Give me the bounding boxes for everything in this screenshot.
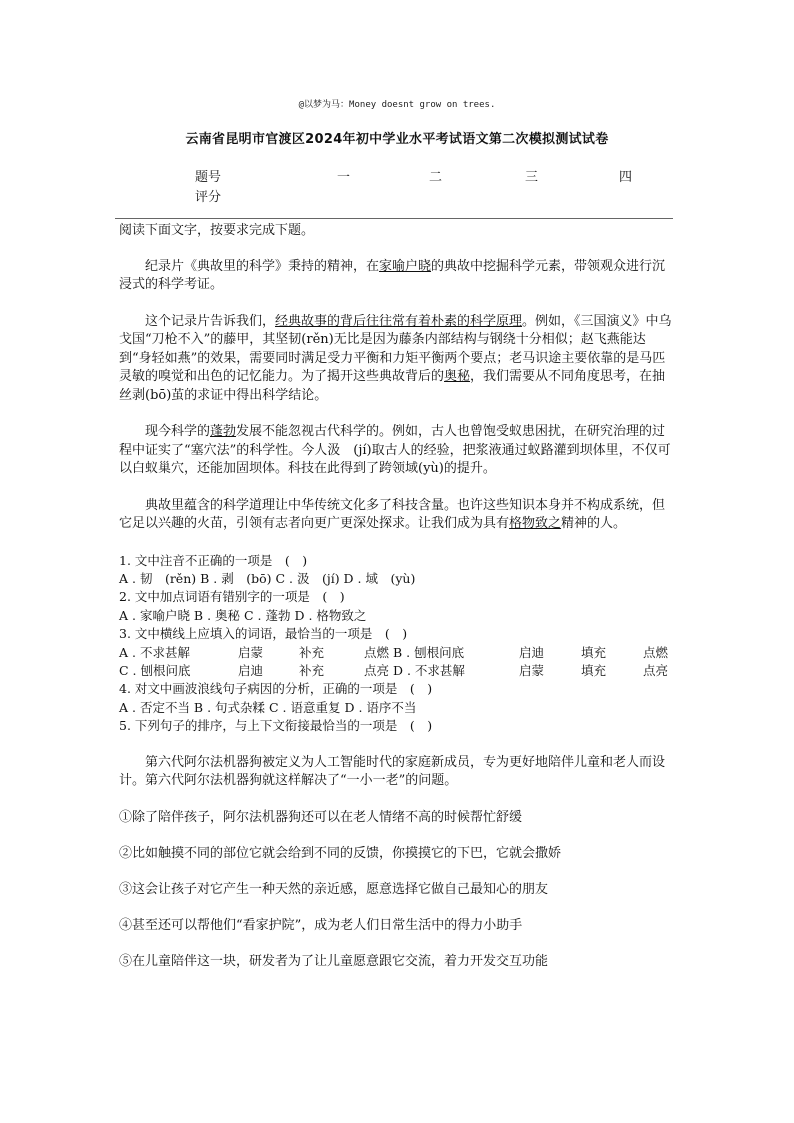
question-4: 4. 对文中画波浪线句子病因的分析，正确的一项是 ( ) [119, 681, 433, 697]
score-header-row [195, 166, 655, 186]
sentence-5: ⑤在儿童陪伴这一块，研发者为了让儿童愿意跟它交流，着力开发交互功能 [119, 953, 549, 969]
passage2-intro: 第六代阿尔法机器狗被定义为人工智能时代的家庭新成员，专为更好地陪伴儿童和老人而设计。第六代阿尔法机器狗就这样解决了“一小一老”的问题。 [119, 754, 666, 789]
passage1-paragraph-1: 纪录片《典故里的科学》秉持的精神，在家喻户晓的典故中挖掘科学元素，带领观众进行沉浸式的科学考证。 [119, 258, 666, 292]
passage1-paragraph-4: 典故里蕴含的科学道理让中华传统文化多了科技含量。也许这些知识本身并不构成系统，但它足以兴趣的火苗，引领有志者向更广更深处探求。让我们成为具有格物致之精神的人。 [119, 497, 666, 531]
question-3-options-row-2: C . 刨根问底 启迪 补充 点亮 D . 不求甚解 启蒙 填充 点亮 [119, 662, 669, 678]
marked-word: 格物致之 [509, 516, 562, 531]
marked-word: 奥秘 [444, 369, 471, 384]
divider [115, 218, 673, 219]
motto-line: @以梦为马：Money doesnt grow on trees. [298, 100, 496, 110]
wavy-underlined-sentence: 经典故事的背后往往常有着朴素的科学原理 [275, 313, 523, 329]
question-3: 3. 文中横线上应填入的词语，最恰当的一项是 ( ) [119, 626, 408, 642]
sentence-4: ④甚至还可以帮他们“看家护院”，成为老人们日常生活中的得力小助手 [119, 917, 523, 933]
score-label-score: 评分 [195, 190, 222, 205]
exam-content [119, 222, 675, 971]
question-3-options-row-1: A . 不求甚解 启蒙 补充 点燃 B . 刨根问底 启迪 填充 点燃 [119, 644, 669, 660]
marked-word: 蓬勃 [210, 424, 237, 439]
question-2-options: A . 家喻户晓 B . 奥秘 C . 蓬勃 D . 格物致之 [119, 607, 367, 623]
question-5: 5. 下列句子的排序，与上下文衔接最恰当的一项是 ( ) [119, 718, 433, 734]
sentence-2: ②比如触摸不同的部位它就会给到不同的反馈，你摸摸它的下巴，它就会撒娇 [119, 845, 562, 861]
question-2: 2. 文中加点词语有错别字的一项是 ( ) [119, 589, 345, 605]
score-col-2: 二 [429, 170, 443, 185]
passage1-paragraph-2: 这个记录片告诉我们，经典故事的背后往往常有着朴素的科学原理。例如，《三国演义》中乌戈国“刀枪不入”的藤甲，其坚韧(rěn)无比是因为藤条内部结构与钢绕十分相似；赵飞燕能达到“身轻如燕”的效果，需要同时满足受力平衡和力矩平衡两个要点；老马识途主要依靠的是马匹灵敏的嗅觉和出色的记忆能力。为了揭开这些典故背后的奥秘，我们需要从不同角度思考，在抽丝剥(bō)茧的求证中得出科学结论。 [119, 313, 672, 403]
score-col-3: 三 [525, 170, 539, 185]
marked-word: 家喻户晓 [379, 258, 432, 274]
question-1-options: A . 韧 (rěn) B . 剥 (bō) C . 汲 (jí) D . 域 (yù) [119, 570, 416, 586]
passage1-paragraph-3: 现今科学的蓬勃发展不能忽视古代科学的。例如，古人也曾饱受蚁患困扰，在研究治理的过程中证实了“塞穴法”的科学性。今人汲 (jí)取古人的经验，把浆液通过蚁路灌到坝体里，不仅可以白蚁巢穴，还能加固坝体。科技在此得到了跨领域(yù)的提升。 [119, 424, 671, 476]
score-label-question: 题号 [195, 170, 222, 185]
exam-title: 云南省昆明市官渡区2024年初中学业水平考试语文第二次模拟测试试卷 [185, 132, 609, 147]
instruction: 阅读下面文字，按要求完成下题。 [119, 223, 315, 238]
question-4-options: A . 否定不当 B . 句式杂糅 C . 语意重复 D . 语序不当 [119, 699, 417, 715]
score-table [195, 166, 655, 206]
score-value-row [195, 186, 655, 206]
sentence-1: ①除了陪伴孩子，阿尔法机器狗还可以在老人情绪不高的时候帮忙舒缓 [119, 809, 523, 825]
score-col-1: 一 [337, 170, 351, 185]
question-1: 1. 文中注音不正确的一项是 ( ) [119, 552, 308, 568]
sentence-3: ③这会让孩子对它产生一种天然的亲近感，愿意选择它做自己最知心的朋友 [119, 881, 549, 897]
score-col-4: 四 [619, 170, 633, 185]
